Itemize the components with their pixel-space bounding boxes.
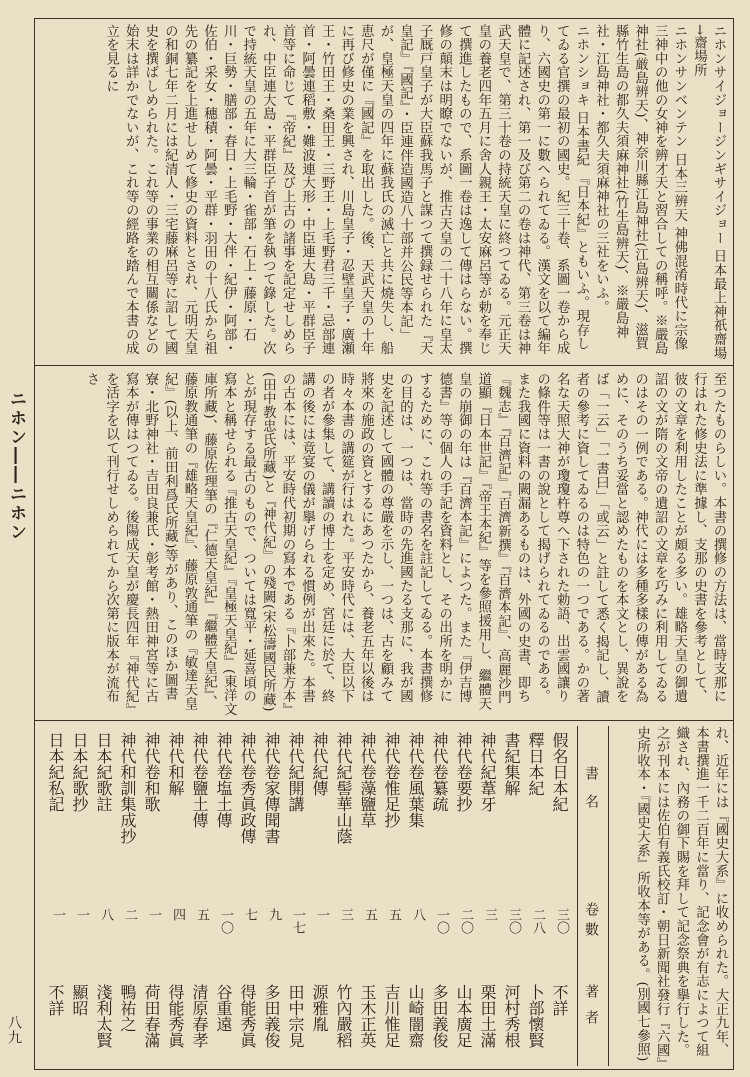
- section-divider-top: [34, 365, 734, 366]
- bibliography-table: [40, 726, 609, 1066]
- table-row: 神代紀髻華山蔭 三 竹內嚴稻: [334, 732, 353, 1048]
- dictionary-entries-top: ニホンサイジョージンギサイジョー 日本最上神祇齋場 →齋場所 ニホンサンベンテン 日本三辨天 神佛混淆時代に宗像三神中の他の女神を辨才天と習合しての稱呼。※嚴島神社(厳島辨天)、神奈川縣江島神社(江島辨天)、滋賀縣竹生島の都久夫須麻神社(竹生島辨天)、※嚴島神社・江島神社・都久夫須麻神社の三社をいふ。 ニホンショキ 日本書紀 『日本紀』ともいふ。現存してゐる官撰の最初の國史。紀三十卷、系圖一卷から成り、六國史の第一に數へられてゐる。漢文を以て編年體に記述され、第一及び第二の卷は神代、第三卷は神武天皇で、第三十卷の持統天皇に終つてゐる。元正天皇の養老四年五月に舍人親王・太安麻呂等が勅を奉じて撰進したもので、系圖一卷は逸して傳はらない。撰修の顛末は明瞭でないが、推古天皇の二十八年に皇太子厩戸皇子が大臣蘇我馬子と謀つて撰録せられた『天皇記』『國記』・臣連伴造國造八十部并公民等本記」が、皇極天皇の四年に蘇我氏の滅亡と共に燒失し、船恵尺が僅に『國記』を取出した。後、天武天皇の十年に再び修史の業を興され、川島皇子・忍壁皇子・廣瀬王・竹田王・桑田王・三野王・上毛野君三千・忌部連首・阿曇連稻敷・難波連大形・中臣連大島・平群臣子首等に命じて『帝紀』及び上古の諸事を記定せしめられ、中臣連大島・平群臣子首が筆を執つて錄した。次で持統天皇の五年に大三輪・雀部・石上・藤原・石川・巨勢・膳部・春日・上毛野・大伴・紀伊・阿部・佐伯・采女・穗積・阿曇・平群・羽田の十八氏から祖先の纂記を上進せしめて修史の資料とされ、元明天皇の和銅七年二月には紀清人・三宅藤麻呂等に詔して國史を撰ばしめられた。これ等の事業の相互關係などの始末は詳かでないが、これ等の經路を踏んで本書の成立を見るに: [103, 24, 726, 360]
- table-row: 神代卷鹽土傳 五 清原春孝: [190, 732, 209, 1048]
- table-row: 神代卷塩土傳 一〇 谷重遠: [214, 732, 233, 1032]
- table-row: 神代卷家傳聞書 九 多田義俊: [262, 732, 281, 1048]
- table-row: 日本紀私記 一 不詳: [46, 732, 65, 1016]
- entry-closing-text: れ、近年には『國史大系』に收められた。大正九年、本書撰進一千二百年に當り、記念會が有志によつて組織され、內務の御下賜を拜して記念祭典を擧行した。之が刊本には佐伯有義氏校訂・朝日新聞社發行『六國』史所收本・『國史大系』所收本等がある。(別國七參照): [634, 726, 728, 1065]
- table-row: 神代卷要抄 二〇 山本廣足: [454, 732, 473, 1048]
- table-row: 神代卷風葉集 八 山崎闇齋: [406, 732, 425, 1048]
- table-row: 神代卷纂疏 一〇 多田義俊: [430, 732, 449, 1048]
- table-row: 神代和解 四 得能秀眞: [166, 732, 185, 1048]
- bibliography-header: [577, 726, 608, 1066]
- table-row: 神代卷和歌 一 荷田春滿: [142, 732, 161, 1048]
- table-row: 假名日本紀 三〇 不詳: [550, 732, 569, 1016]
- header-author: 著者: [583, 984, 599, 1036]
- dictionary-entry-continued: 至つたものらしい。本書の撰修の方法は、當時支那に行はれた修史法に準據し、支那の史書を參考として、彼の文章を利用したことが頗る多い。雄略天皇の御遺詔の文が隋の文帝の遺詔の文章を巧みに利用してゐるのはその一例である。神代には多種多樣の傳がある為めに、そのうち妥當と認めたものを本文とし、異說をば「一云」「一書曰」「或云」と註して悉く揭記し、讀者の參考に資してゐるのは特色の一つである。かの著名な天照大神が瓊瓊杵尊へ下された勅語、出雲國讓りの條件等は一書の說として揭げられてゐるのである。また我國に資料の闕漏あるものは、外國の史書、即ち『魏志』『百濟記』『百濟新撰』『百濟本記』、高麗沙門道顯『日本世記』『帝王本紀』等を參照援用し、繼體天皇の崩御の年は『百濟本記』によつた。また『伊吉博德書』等の個人の手記を資料とし、その出所を明かにするために、これ等の書名を註記してゐる。本書撰修の目的は、一つは、當時の先進國たる支那に、我が國史を記述して國體の尊嚴を示し、一つは、古を顧みて將來の施政の資とするにあつたから、養老五年以後は時々本書の講筵が行はれた。平安時代には、大臣以下の者が參集して、講讀の博士を定め、宮廷に於て、終講の後には竟宴の儀が擧げられる慣例が出來た。本書の古本には、平安時代初期の寫本である『卜部兼方本』(田中教忠氏所藏)と『神代紀』の殘闕(宋松濤國民所藏)とが現存する最古のもので、ついては寬平・延喜頃の寫本と稱せられる『推古天皇紀』『皇極天皇紀』(東洋文庫所藏)、藤原佐理筆の『仁德天皇紀』『繼體天皇紀』、藤原教通筆の『雄略天皇紀』、藤原敦通筆の『敏達天皇紀』(以上、前田利爲氏所藏)等があり、このほか圖書寮・北野神社・吉田良兼氏・彰考館・熱田神宮等に古寫本が傳はつてゐる。後陽成天皇が慶長四年『神代紀』を活字を以て刊行せしめられてから次第に版本が流布さ: [84, 372, 726, 716]
- table-row: 神代紀葦牙 三 栗田土滿: [478, 732, 497, 1048]
- header-volumes: 卷數: [583, 902, 599, 942]
- table-row: 書紀集解 三〇 河村秀根: [502, 732, 521, 1048]
- page-number: 八九: [6, 1015, 22, 1045]
- table-row: 神代卷惟足抄 五 吉川惟足: [382, 732, 401, 1048]
- table-row: 日本紀歌抄 一 顯昭: [70, 732, 89, 1016]
- table-row: 神代卷秀眞政傳 七 得能秀眞: [238, 732, 257, 1048]
- bibliography-rows: [40, 726, 576, 1066]
- section-divider-bottom: [34, 720, 734, 721]
- table-row: 日本紀歌註 八 淺利太賢: [94, 732, 113, 1048]
- table-row: 神代卷藻鹽草 五 玉木正英: [358, 732, 377, 1048]
- table-row: 神代和訓集成抄 二 鴨祐之: [118, 732, 137, 1032]
- table-row: 神代紀傳 一 源雅胤: [310, 732, 329, 1032]
- header-title: 書名: [583, 766, 599, 822]
- table-row: 神代紀開講 一七 田中宗見: [286, 732, 305, 1048]
- table-row: 釋日本紀 二八 卜部懷賢: [526, 732, 545, 1048]
- running-title: ニホン――ニホン: [6, 390, 26, 542]
